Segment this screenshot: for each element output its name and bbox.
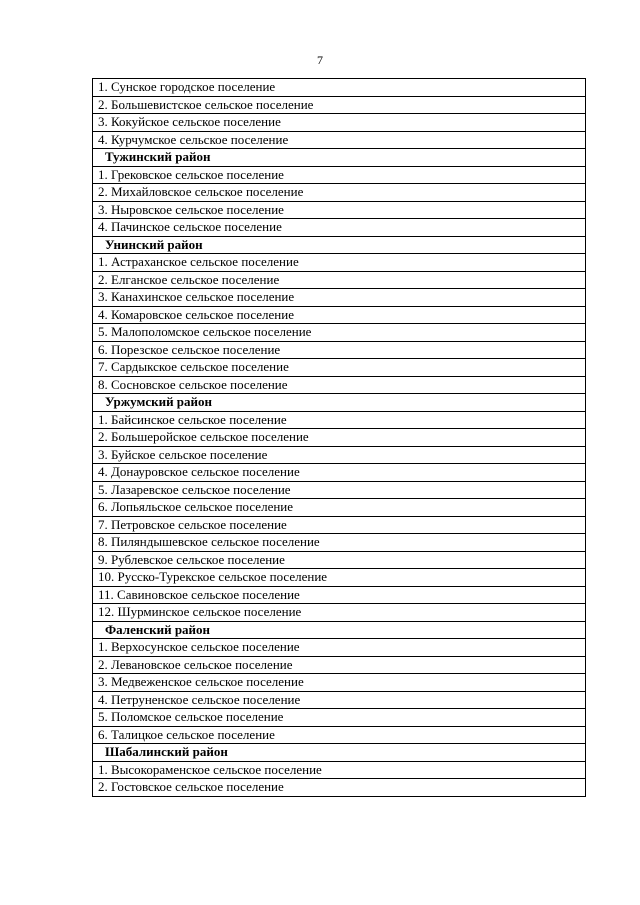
- settlement-name: 1. Высокораменское сельское поселение: [93, 761, 586, 779]
- district-name: Унинский район: [93, 236, 586, 254]
- settlement-row: [93, 464, 586, 482]
- settlement-name: 2. Большевистское сельское поселение: [93, 96, 586, 114]
- settlement-row: [93, 131, 586, 149]
- settlement-name: 5. Лазаревское сельское поселение: [93, 481, 586, 499]
- settlement-name: 2. Большеройское сельское поселение: [93, 429, 586, 447]
- settlement-row: [93, 376, 586, 394]
- settlement-row: [93, 96, 586, 114]
- settlement-row: [93, 446, 586, 464]
- settlement-row: [93, 184, 586, 202]
- settlement-name: 2. Левановское сельское поселение: [93, 656, 586, 674]
- settlement-row: [93, 726, 586, 744]
- settlement-row: [93, 569, 586, 587]
- settlement-name: 2. Елганское сельское поселение: [93, 271, 586, 289]
- settlement-name: 4. Комаровское сельское поселение: [93, 306, 586, 324]
- settlement-name: 5. Поломское сельское поселение: [93, 709, 586, 727]
- district-row: [93, 394, 586, 412]
- settlement-row: [93, 79, 586, 97]
- district-row: [93, 236, 586, 254]
- settlement-row: [93, 481, 586, 499]
- settlement-row: [93, 604, 586, 622]
- settlement-row: [93, 534, 586, 552]
- settlement-name: 3. Ныровское сельское поселение: [93, 201, 586, 219]
- settlement-name: 2. Гостовское сельское поселение: [93, 779, 586, 797]
- settlement-name: 4. Петруненское сельское поселение: [93, 691, 586, 709]
- settlement-name: 3. Буйское сельское поселение: [93, 446, 586, 464]
- settlement-row: [93, 516, 586, 534]
- settlement-row: [93, 219, 586, 237]
- settlement-name: 3. Кокуйское сельское поселение: [93, 114, 586, 132]
- settlement-row: [93, 306, 586, 324]
- settlement-name: 4. Донауровское сельское поселение: [93, 464, 586, 482]
- settlement-name: 11. Савиновское сельское поселение: [93, 586, 586, 604]
- settlement-row: [93, 254, 586, 272]
- settlement-row: [93, 411, 586, 429]
- settlement-name: 12. Шурминское сельское поселение: [93, 604, 586, 622]
- settlement-name: 9. Рублевское сельское поселение: [93, 551, 586, 569]
- settlement-row: [93, 761, 586, 779]
- settlement-row: [93, 341, 586, 359]
- settlement-row: [93, 429, 586, 447]
- settlement-name: 6. Талицкое сельское поселение: [93, 726, 586, 744]
- settlement-name: 7. Сардыкское сельское поселение: [93, 359, 586, 377]
- settlement-row: [93, 656, 586, 674]
- settlement-name: 10. Русско-Турекское сельское поселение: [93, 569, 586, 587]
- page-number: 7: [317, 53, 323, 67]
- settlement-name: 6. Лопьяльское сельское поселение: [93, 499, 586, 517]
- district-row: [93, 149, 586, 167]
- settlement-row: [93, 779, 586, 797]
- district-row: [93, 621, 586, 639]
- settlement-row: [93, 551, 586, 569]
- settlement-name: 8. Пиляндышевское сельское поселение: [93, 534, 586, 552]
- settlement-name: 4. Курчумское сельское поселение: [93, 131, 586, 149]
- settlement-name: 1. Грековское сельское поселение: [93, 166, 586, 184]
- settlement-name: 4. Пачинское сельское поселение: [93, 219, 586, 237]
- settlement-row: [93, 709, 586, 727]
- settlement-name: 6. Порезское сельское поселение: [93, 341, 586, 359]
- settlement-row: [93, 674, 586, 692]
- settlement-row: [93, 324, 586, 342]
- settlement-name: 3. Канахинское сельское поселение: [93, 289, 586, 307]
- district-name: Фаленский район: [93, 621, 586, 639]
- settlement-row: [93, 271, 586, 289]
- settlement-name: 1. Верхосунское сельское поселение: [93, 639, 586, 657]
- district-name: Уржумский район: [93, 394, 586, 412]
- settlement-name: 1. Сунское городское поселение: [93, 79, 586, 97]
- settlement-name: 2. Михайловское сельское поселение: [93, 184, 586, 202]
- settlement-row: [93, 586, 586, 604]
- settlements-table: [92, 78, 586, 797]
- settlement-row: [93, 114, 586, 132]
- settlements-table-body: [93, 79, 586, 797]
- settlement-row: [93, 639, 586, 657]
- settlement-row: [93, 359, 586, 377]
- settlement-row: [93, 166, 586, 184]
- district-name: Тужинский район: [93, 149, 586, 167]
- settlement-name: 7. Петровское сельское поселение: [93, 516, 586, 534]
- settlement-name: 1. Астраханское сельское поселение: [93, 254, 586, 272]
- settlement-row: [93, 499, 586, 517]
- settlement-name: 8. Сосновское сельское поселение: [93, 376, 586, 394]
- settlement-row: [93, 201, 586, 219]
- settlement-name: 5. Малополомское сельское поселение: [93, 324, 586, 342]
- settlement-name: 3. Медвеженское сельское поселение: [93, 674, 586, 692]
- settlement-row: [93, 691, 586, 709]
- district-name: Шабалинский район: [93, 744, 586, 762]
- district-row: [93, 744, 586, 762]
- settlement-row: [93, 289, 586, 307]
- settlement-name: 1. Байсинское сельское поселение: [93, 411, 586, 429]
